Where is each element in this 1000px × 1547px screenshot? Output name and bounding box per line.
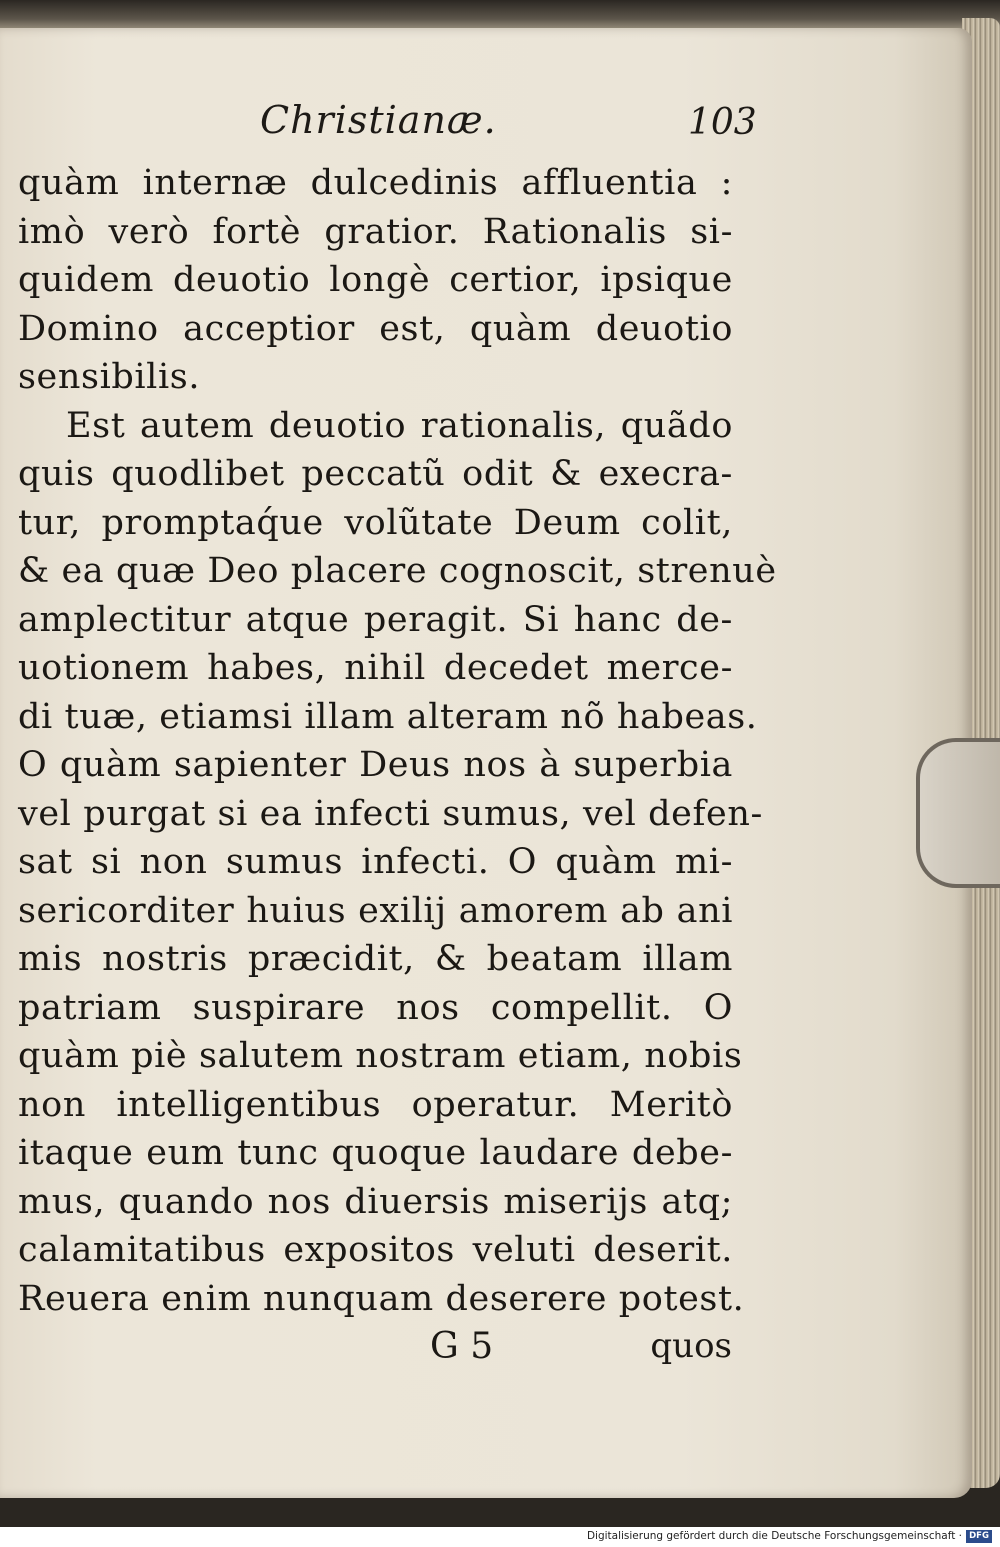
book-clasp bbox=[916, 738, 1000, 888]
catchword: quos bbox=[650, 1326, 732, 1366]
text-line: itaque eum tunc quoque laudare debe- bbox=[18, 1133, 733, 1173]
text-line: di tuæ, etiamsi illam alteram nõ habeas. bbox=[18, 696, 758, 737]
dfg-logo: DFG bbox=[966, 1530, 992, 1543]
text-line: vel purgat si ea infecti sumus, vel defen- bbox=[18, 793, 763, 834]
page-number: 103 bbox=[688, 102, 757, 143]
text-line: uotionem habes, nihil decedet merce- bbox=[18, 648, 733, 688]
text-line: quàm piè salutem nostram etiam, nobis bbox=[18, 1036, 743, 1076]
text-line: quàm internæ dulcedinis affluentia : bbox=[18, 163, 733, 203]
text-line: & ea quæ Deo placere cognoscit, strenuè bbox=[18, 551, 777, 591]
page-header bbox=[20, 98, 757, 148]
text-line: imò verò fortè gratior. Rationalis si- bbox=[18, 211, 733, 252]
book-page bbox=[0, 28, 972, 1498]
page-footer bbox=[20, 1326, 732, 1376]
text-line: tur, promptaq́ue volũtate Deum colit, bbox=[18, 502, 733, 543]
text-line: sensibilis. bbox=[18, 357, 201, 397]
text-line: O quàm sapienter Deus nos à superbia bbox=[18, 745, 733, 785]
body-text bbox=[18, 159, 777, 1323]
text-line: Reuera enim nunquam deserere potest. bbox=[18, 1278, 745, 1319]
credit-bar bbox=[0, 1527, 1000, 1547]
text-line: Est autem deuotio rationalis, quãdo bbox=[66, 405, 733, 446]
text-line: non intelligentibus operatur. Meritò bbox=[18, 1084, 733, 1125]
credit-text: Digitalisierung gefördert durch die Deutsche Forschungsgemeinschaft · bbox=[586, 1530, 962, 1542]
text-line: mus, quando nos diuersis miserijs atq; bbox=[18, 1181, 733, 1222]
text-line: patriam suspirare nos compellit. O bbox=[18, 987, 733, 1028]
text-line: quidem deuotio longè certior, ipsique bbox=[18, 260, 733, 300]
text-line: amplectitur atque peragit. Si hanc de- bbox=[18, 599, 733, 640]
running-head: Christianæ. bbox=[260, 98, 497, 142]
text-line: quis quodlibet peccatũ odit & execra- bbox=[18, 454, 733, 494]
text-line: sat si non sumus infecti. O quàm mi- bbox=[18, 842, 733, 882]
text-line: sericorditer huius exilij amorem ab ani bbox=[18, 890, 733, 931]
text-line: calamitatibus expositos veluti deserit. bbox=[18, 1230, 733, 1270]
text-line: mis nostris præcidit, & beatam illam bbox=[18, 939, 733, 979]
text-line: Domino acceptior est, quàm deuotio bbox=[18, 308, 733, 349]
signature-mark: G 5 bbox=[430, 1326, 494, 1367]
